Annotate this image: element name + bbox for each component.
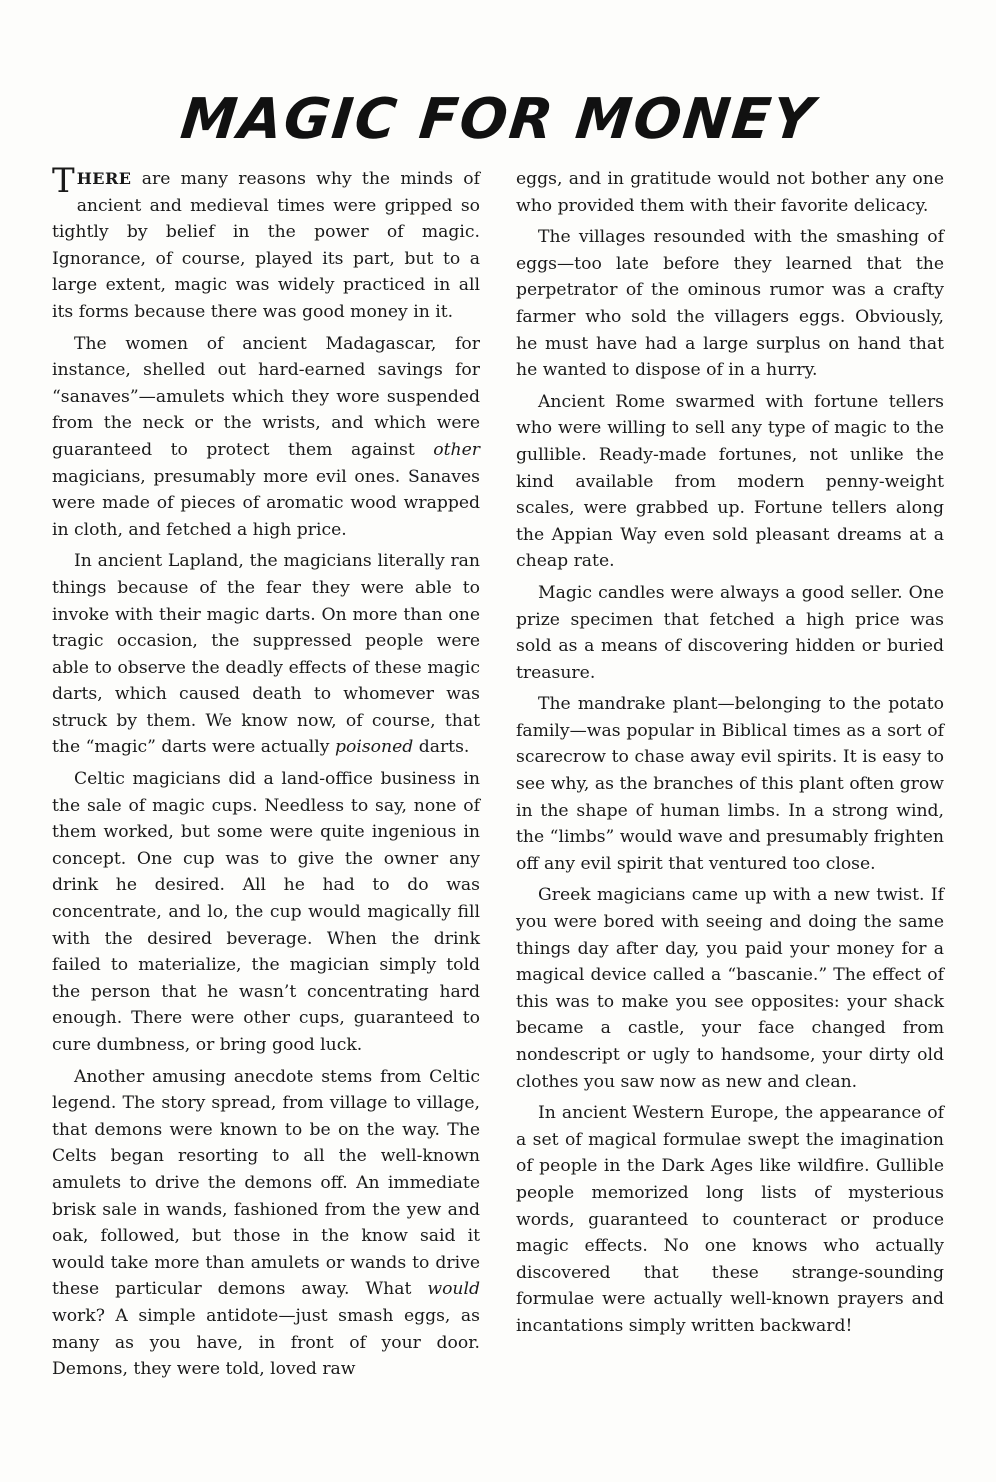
paragraph-text: work? A simple antidote—just smash eggs, as many as you have, in front of your door. Demons, they were told, loved raw [52,1305,480,1380]
emphasis: would [427,1279,480,1300]
paragraph: In ancient Western Europe, the appearance of a set of magical formulae swept the imagination of people in the Dark Ages like wildfire. Gullible people memorized long lists of mysterious words, guaranteed to counteract or produce magic effects. No one knows who actually discovered that these strange-sounding formulae were actually well-known prayers and incantations simply written backward! [516,1103,944,1336]
paragraph [52,331,480,544]
paragraph: Celtic magicians did a land-office business in the sale of magic cups. Needless to say, none of them worked, but some were quite ingenious in concept. One cup was to give the owner any drink he desired. All he had to do was concentrate, and lo, the cup would magically fill with the desired beverage. When the drink failed to materialize, the magician simply told the person that he wasn’t concentrating hard enough. There were other cups, guaranteed to cure dumbness, or bring good luck. [52,769,480,1055]
paragraph-text: magicians, presumably more evil ones. Sanaves were made of pieces of aromatic wood wrapped in cloth, and fetched a high price. [52,466,480,540]
paragraph-text: The women of ancient Madagascar, for instance, shelled out hard-earned savings for “sanaves”—amulets which they wore suspended from the neck or the wrists, and which were guaranteed to protect them against [52,333,480,460]
paragraph [52,161,480,326]
page-title: MAGIC FOR MONEY [177,87,819,152]
paragraph: The mandrake plant—belonging to the potato family—was popular in Biblical times as a sort of scarecrow to chase away evil spirits. It is easy to see why, as the branches of this plant often grow in the shape of human limbs. In a strong wind, the “limbs” would wave and presumably frighten off any evil spirit that ventured too close. [516,694,944,874]
paragraph [52,548,480,761]
emphasis: poisoned [334,737,414,758]
paragraph: Magic candles were always a good seller. One prize specimen that fetched a high price was sold as a means of discovering hidden or buried treasure. [516,582,944,683]
paragraph-text: are many reasons why the minds of ancient and medieval times were gripped so tightly by belief in the power of magic. Ignorance, of course, played its part, but to a large extent, magic was widely practiced in all its forms because there was good money in it. [52,169,480,322]
paragraph: Ancient Rome swarmed with fortune tellers who were willing to sell any type of magic to the gullible. Ready-made fortunes, not unlike the kind available from modern penny-weight scales, were grabbed up. Fortune tellers along the Appian Way even sold pleasant dreams at a cheap rate. [516,391,944,572]
left-column [52,161,480,1388]
paragraph-text: darts. [413,737,470,758]
paragraph: The villages resounded with the smashing of eggs—too late before they learned that the perpetrator of the ominous rumor was a crafty farmer who sold the villagers eggs. Obviously, he must have had a large surplus on hand that he wanted to dispose of in a hurry. [516,227,944,381]
paragraph: eggs, and in gratitude would not bother any one who provided them with their favorite delicacy. [516,169,944,216]
paragraph [52,1064,480,1383]
paragraph-text: Another amusing anecdote stems from Celtic legend. The story spread, from village to village, that demons were known to be on the way. The Celts began resorting to all the well-known amulets to drive the demons off. An immediate brisk sale in wands, fashioned from the yew and oak, followed, but those in the know said it would take more than amulets or wands to drive these particular demons away. What [52,1066,480,1300]
paragraph-text: In ancient Lapland, the magicians literally ran things because of the fear they were able to invoke with their magic darts. On more than one tragic occasion, the suppressed people were able to observe the deadly effects of these magic darts, which caused death to whomever was struck by them. We know now, of course, that the “magic” darts were actually [52,551,480,758]
emphasis: other [433,439,480,460]
right-column [516,166,944,1345]
lead-word: HERE [76,169,132,188]
paragraph: Greek magicians came up with a new twist. If you were bored with seeing and doing the same things day after day, you paid your money for a magical device called a “bascanie.” The effect of this was to make you see opposites: your shack became a castle, your face changed from nondescript or ugly to handsome, your dirty old clothes you saw now as new and clean. [516,885,944,1092]
drop-cap: T [52,161,75,201]
